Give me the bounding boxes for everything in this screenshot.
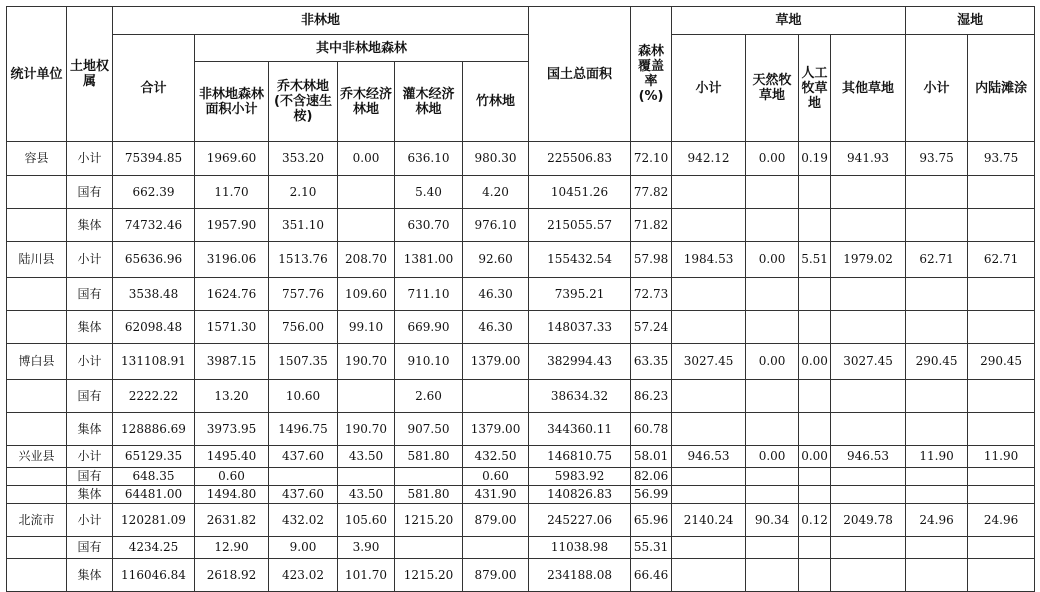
table-row	[7, 504, 1035, 537]
value-cell	[746, 176, 799, 209]
value-cell: 0.60	[463, 468, 529, 486]
value-cell: 2.10	[269, 176, 338, 209]
value-cell: 3196.06	[195, 242, 269, 278]
value-cell: 669.90	[395, 311, 463, 344]
value-cell: 63.35	[631, 344, 672, 380]
value-cell: 2631.82	[195, 504, 269, 537]
ownership-cell: 小计	[67, 504, 113, 537]
value-cell: 2618.92	[195, 559, 269, 592]
value-cell: 1496.75	[269, 413, 338, 446]
value-cell: 910.10	[395, 344, 463, 380]
value-cell: 432.02	[269, 504, 338, 537]
table-row	[7, 486, 1035, 504]
value-cell: 66.46	[631, 559, 672, 592]
value-cell: 11.90	[906, 446, 968, 468]
value-cell: 1215.20	[395, 559, 463, 592]
value-cell: 93.75	[968, 142, 1035, 176]
value-cell: 1507.35	[269, 344, 338, 380]
value-cell: 43.50	[338, 486, 395, 504]
value-cell: 946.53	[831, 446, 906, 468]
value-cell	[831, 209, 906, 242]
value-cell	[831, 176, 906, 209]
value-cell: 12.90	[195, 537, 269, 559]
value-cell	[799, 559, 831, 592]
value-cell	[968, 468, 1035, 486]
value-cell	[906, 413, 968, 446]
ownership-cell: 集体	[67, 486, 113, 504]
value-cell: 155432.54	[529, 242, 631, 278]
value-cell	[672, 468, 746, 486]
unit-cell	[7, 537, 67, 559]
value-cell: 93.75	[906, 142, 968, 176]
value-cell: 71.82	[631, 209, 672, 242]
value-cell: 105.60	[338, 504, 395, 537]
ownership-cell: 集体	[67, 413, 113, 446]
value-cell: 74732.46	[113, 209, 195, 242]
value-cell	[746, 468, 799, 486]
value-cell: 101.70	[338, 559, 395, 592]
unit-cell	[7, 380, 67, 413]
header-wet-subtotal: 小计	[906, 35, 968, 142]
value-cell	[906, 468, 968, 486]
value-cell	[906, 380, 968, 413]
value-cell: 92.60	[463, 242, 529, 278]
header-natural-pasture: 天然牧草地	[746, 35, 799, 142]
value-cell	[968, 537, 1035, 559]
value-cell: 10.60	[269, 380, 338, 413]
value-cell: 432.50	[463, 446, 529, 468]
table-row	[7, 559, 1035, 592]
header-land-total: 国土总面积	[529, 7, 631, 142]
value-cell: 351.10	[269, 209, 338, 242]
value-cell: 0.00	[338, 142, 395, 176]
header-non-forest-forest: 其中非林地森林	[195, 35, 529, 62]
header-shrub-econ: 灌木经济林地	[395, 62, 463, 142]
value-cell	[906, 311, 968, 344]
table-row	[7, 242, 1035, 278]
value-cell: 86.23	[631, 380, 672, 413]
ownership-cell: 小计	[67, 446, 113, 468]
value-cell: 109.60	[338, 278, 395, 311]
value-cell	[799, 278, 831, 311]
value-cell: 879.00	[463, 559, 529, 592]
value-cell	[831, 486, 906, 504]
value-cell: 437.60	[269, 486, 338, 504]
value-cell	[906, 176, 968, 209]
value-cell: 581.80	[395, 446, 463, 468]
value-cell	[906, 209, 968, 242]
value-cell: 55.31	[631, 537, 672, 559]
value-cell: 1979.02	[831, 242, 906, 278]
value-cell	[746, 486, 799, 504]
value-cell: 245227.06	[529, 504, 631, 537]
ownership-cell: 集体	[67, 559, 113, 592]
value-cell: 62098.48	[113, 311, 195, 344]
value-cell	[395, 468, 463, 486]
table-row	[7, 176, 1035, 209]
header-grassland: 草地	[672, 7, 906, 35]
value-cell: 907.50	[395, 413, 463, 446]
table-row	[7, 468, 1035, 486]
value-cell	[746, 311, 799, 344]
ownership-cell: 国有	[67, 176, 113, 209]
value-cell: 24.96	[906, 504, 968, 537]
value-cell: 423.02	[269, 559, 338, 592]
value-cell: 1513.76	[269, 242, 338, 278]
header-inland-beach: 内陆滩涂	[968, 35, 1035, 142]
value-cell: 290.45	[906, 344, 968, 380]
value-cell: 43.50	[338, 446, 395, 468]
value-cell: 2.60	[395, 380, 463, 413]
value-cell: 757.76	[269, 278, 338, 311]
value-cell: 879.00	[463, 504, 529, 537]
unit-cell	[7, 413, 67, 446]
value-cell: 648.35	[113, 468, 195, 486]
header-ownership: 土地权属	[67, 7, 113, 142]
value-cell: 2049.78	[831, 504, 906, 537]
value-cell: 1495.40	[195, 446, 269, 468]
value-cell	[906, 278, 968, 311]
value-cell: 11038.98	[529, 537, 631, 559]
header-grass-subtotal: 小计	[672, 35, 746, 142]
value-cell: 1624.76	[195, 278, 269, 311]
unit-cell: 博白县	[7, 344, 67, 380]
value-cell	[831, 559, 906, 592]
header-unit: 统计单位	[7, 7, 67, 142]
value-cell: 146810.75	[529, 446, 631, 468]
value-cell	[968, 559, 1035, 592]
value-cell: 9.00	[269, 537, 338, 559]
value-cell: 56.99	[631, 486, 672, 504]
value-cell	[672, 413, 746, 446]
table-row	[7, 537, 1035, 559]
unit-cell: 陆川县	[7, 242, 67, 278]
value-cell: 190.70	[338, 413, 395, 446]
table-row	[7, 311, 1035, 344]
ownership-cell: 小计	[67, 242, 113, 278]
ownership-cell: 集体	[67, 209, 113, 242]
value-cell	[672, 278, 746, 311]
value-cell	[831, 278, 906, 311]
forest-statistics-table	[6, 6, 1035, 592]
value-cell: 3538.48	[113, 278, 195, 311]
value-cell: 0.00	[799, 446, 831, 468]
value-cell: 2222.22	[113, 380, 195, 413]
value-cell	[338, 468, 395, 486]
value-cell: 62.71	[906, 242, 968, 278]
value-cell: 976.10	[463, 209, 529, 242]
header-arbor: 乔木林地(不含速生桉)	[269, 62, 338, 142]
value-cell	[338, 209, 395, 242]
value-cell: 1379.00	[463, 413, 529, 446]
unit-cell	[7, 278, 67, 311]
ownership-cell: 国有	[67, 537, 113, 559]
value-cell	[672, 486, 746, 504]
unit-cell	[7, 209, 67, 242]
table-row	[7, 142, 1035, 176]
value-cell: 0.00	[746, 446, 799, 468]
value-cell	[799, 468, 831, 486]
value-cell: 64481.00	[113, 486, 195, 504]
value-cell: 46.30	[463, 278, 529, 311]
value-cell	[746, 209, 799, 242]
unit-cell	[7, 176, 67, 209]
value-cell: 437.60	[269, 446, 338, 468]
value-cell: 1969.60	[195, 142, 269, 176]
value-cell: 77.82	[631, 176, 672, 209]
value-cell: 3027.45	[831, 344, 906, 380]
value-cell: 431.90	[463, 486, 529, 504]
value-cell: 65129.35	[113, 446, 195, 468]
value-cell	[672, 176, 746, 209]
table-row	[7, 344, 1035, 380]
unit-cell: 容县	[7, 142, 67, 176]
value-cell: 344360.11	[529, 413, 631, 446]
value-cell: 942.12	[672, 142, 746, 176]
value-cell: 57.24	[631, 311, 672, 344]
value-cell: 382994.43	[529, 344, 631, 380]
header-bamboo: 竹林地	[463, 62, 529, 142]
value-cell: 5.40	[395, 176, 463, 209]
value-cell: 3027.45	[672, 344, 746, 380]
ownership-cell: 小计	[67, 142, 113, 176]
value-cell: 662.39	[113, 176, 195, 209]
value-cell	[968, 176, 1035, 209]
header-artificial-pasture: 人工牧草地	[799, 35, 831, 142]
value-cell	[831, 413, 906, 446]
table-row	[7, 446, 1035, 468]
value-cell: 3.90	[338, 537, 395, 559]
header-arbor-econ: 乔木经济林地	[338, 62, 395, 142]
value-cell: 82.06	[631, 468, 672, 486]
value-cell	[968, 413, 1035, 446]
value-cell	[968, 380, 1035, 413]
unit-cell	[7, 468, 67, 486]
value-cell	[968, 311, 1035, 344]
unit-cell	[7, 559, 67, 592]
value-cell: 24.96	[968, 504, 1035, 537]
value-cell: 46.30	[463, 311, 529, 344]
value-cell	[831, 380, 906, 413]
table-row	[7, 380, 1035, 413]
value-cell: 711.10	[395, 278, 463, 311]
value-cell: 72.10	[631, 142, 672, 176]
value-cell: 60.78	[631, 413, 672, 446]
value-cell: 0.00	[746, 142, 799, 176]
ownership-cell: 小计	[67, 344, 113, 380]
unit-cell	[7, 486, 67, 504]
value-cell	[269, 468, 338, 486]
value-cell: 90.34	[746, 504, 799, 537]
value-cell: 140826.83	[529, 486, 631, 504]
value-cell: 1984.53	[672, 242, 746, 278]
header-non-forest: 非林地	[113, 7, 529, 35]
value-cell: 131108.91	[113, 344, 195, 380]
value-cell	[746, 559, 799, 592]
value-cell	[463, 537, 529, 559]
value-cell: 980.30	[463, 142, 529, 176]
value-cell: 290.45	[968, 344, 1035, 380]
table-body	[7, 142, 1035, 592]
value-cell	[799, 311, 831, 344]
value-cell	[672, 559, 746, 592]
value-cell: 0.60	[195, 468, 269, 486]
value-cell: 225506.83	[529, 142, 631, 176]
value-cell: 630.70	[395, 209, 463, 242]
value-cell	[672, 209, 746, 242]
value-cell: 7395.21	[529, 278, 631, 311]
value-cell: 10451.26	[529, 176, 631, 209]
value-cell: 72.73	[631, 278, 672, 311]
ownership-cell: 国有	[67, 278, 113, 311]
header-other-grass: 其他草地	[831, 35, 906, 142]
value-cell	[799, 537, 831, 559]
ownership-cell: 国有	[67, 468, 113, 486]
value-cell	[746, 278, 799, 311]
value-cell: 3973.95	[195, 413, 269, 446]
value-cell: 946.53	[672, 446, 746, 468]
value-cell: 0.00	[746, 242, 799, 278]
value-cell	[799, 176, 831, 209]
value-cell: 0.12	[799, 504, 831, 537]
value-cell: 3987.15	[195, 344, 269, 380]
value-cell: 756.00	[269, 311, 338, 344]
unit-cell: 北流市	[7, 504, 67, 537]
header-coverage: 森林覆盖率(%)	[631, 7, 672, 142]
ownership-cell: 国有	[67, 380, 113, 413]
value-cell	[906, 559, 968, 592]
value-cell: 5983.92	[529, 468, 631, 486]
value-cell: 120281.09	[113, 504, 195, 537]
value-cell: 75394.85	[113, 142, 195, 176]
value-cell: 57.98	[631, 242, 672, 278]
value-cell: 5.51	[799, 242, 831, 278]
value-cell: 4.20	[463, 176, 529, 209]
value-cell	[395, 537, 463, 559]
value-cell: 1379.00	[463, 344, 529, 380]
value-cell: 581.80	[395, 486, 463, 504]
value-cell: 128886.69	[113, 413, 195, 446]
value-cell	[906, 537, 968, 559]
table-row	[7, 209, 1035, 242]
value-cell	[672, 537, 746, 559]
value-cell: 0.19	[799, 142, 831, 176]
value-cell	[799, 486, 831, 504]
value-cell: 353.20	[269, 142, 338, 176]
value-cell: 65.96	[631, 504, 672, 537]
value-cell: 58.01	[631, 446, 672, 468]
value-cell: 636.10	[395, 142, 463, 176]
value-cell	[831, 311, 906, 344]
value-cell: 1957.90	[195, 209, 269, 242]
value-cell: 1381.00	[395, 242, 463, 278]
value-cell: 62.71	[968, 242, 1035, 278]
unit-cell	[7, 311, 67, 344]
value-cell	[338, 380, 395, 413]
value-cell: 1494.80	[195, 486, 269, 504]
value-cell	[746, 537, 799, 559]
value-cell	[338, 176, 395, 209]
value-cell	[906, 486, 968, 504]
value-cell	[968, 278, 1035, 311]
value-cell: 1215.20	[395, 504, 463, 537]
value-cell: 941.93	[831, 142, 906, 176]
value-cell: 215055.57	[529, 209, 631, 242]
table-row	[7, 278, 1035, 311]
value-cell: 1571.30	[195, 311, 269, 344]
value-cell	[746, 413, 799, 446]
value-cell: 65636.96	[113, 242, 195, 278]
value-cell: 11.70	[195, 176, 269, 209]
value-cell	[968, 486, 1035, 504]
value-cell: 38634.32	[529, 380, 631, 413]
header-nf-forest-area: 非林地森林面积小计	[195, 62, 269, 142]
value-cell	[746, 380, 799, 413]
header-wetland: 湿地	[906, 7, 1035, 35]
value-cell	[799, 209, 831, 242]
unit-cell: 兴业县	[7, 446, 67, 468]
value-cell: 148037.33	[529, 311, 631, 344]
value-cell	[799, 380, 831, 413]
value-cell: 0.00	[746, 344, 799, 380]
value-cell	[672, 380, 746, 413]
value-cell: 208.70	[338, 242, 395, 278]
value-cell	[831, 468, 906, 486]
table-row	[7, 413, 1035, 446]
header-total: 合计	[113, 35, 195, 142]
value-cell: 0.00	[799, 344, 831, 380]
value-cell	[672, 311, 746, 344]
value-cell	[831, 537, 906, 559]
value-cell	[968, 209, 1035, 242]
ownership-cell: 集体	[67, 311, 113, 344]
value-cell: 11.90	[968, 446, 1035, 468]
value-cell: 99.10	[338, 311, 395, 344]
value-cell: 2140.24	[672, 504, 746, 537]
value-cell: 116046.84	[113, 559, 195, 592]
value-cell: 13.20	[195, 380, 269, 413]
value-cell: 190.70	[338, 344, 395, 380]
value-cell	[799, 413, 831, 446]
value-cell: 4234.25	[113, 537, 195, 559]
value-cell: 234188.08	[529, 559, 631, 592]
value-cell	[463, 380, 529, 413]
